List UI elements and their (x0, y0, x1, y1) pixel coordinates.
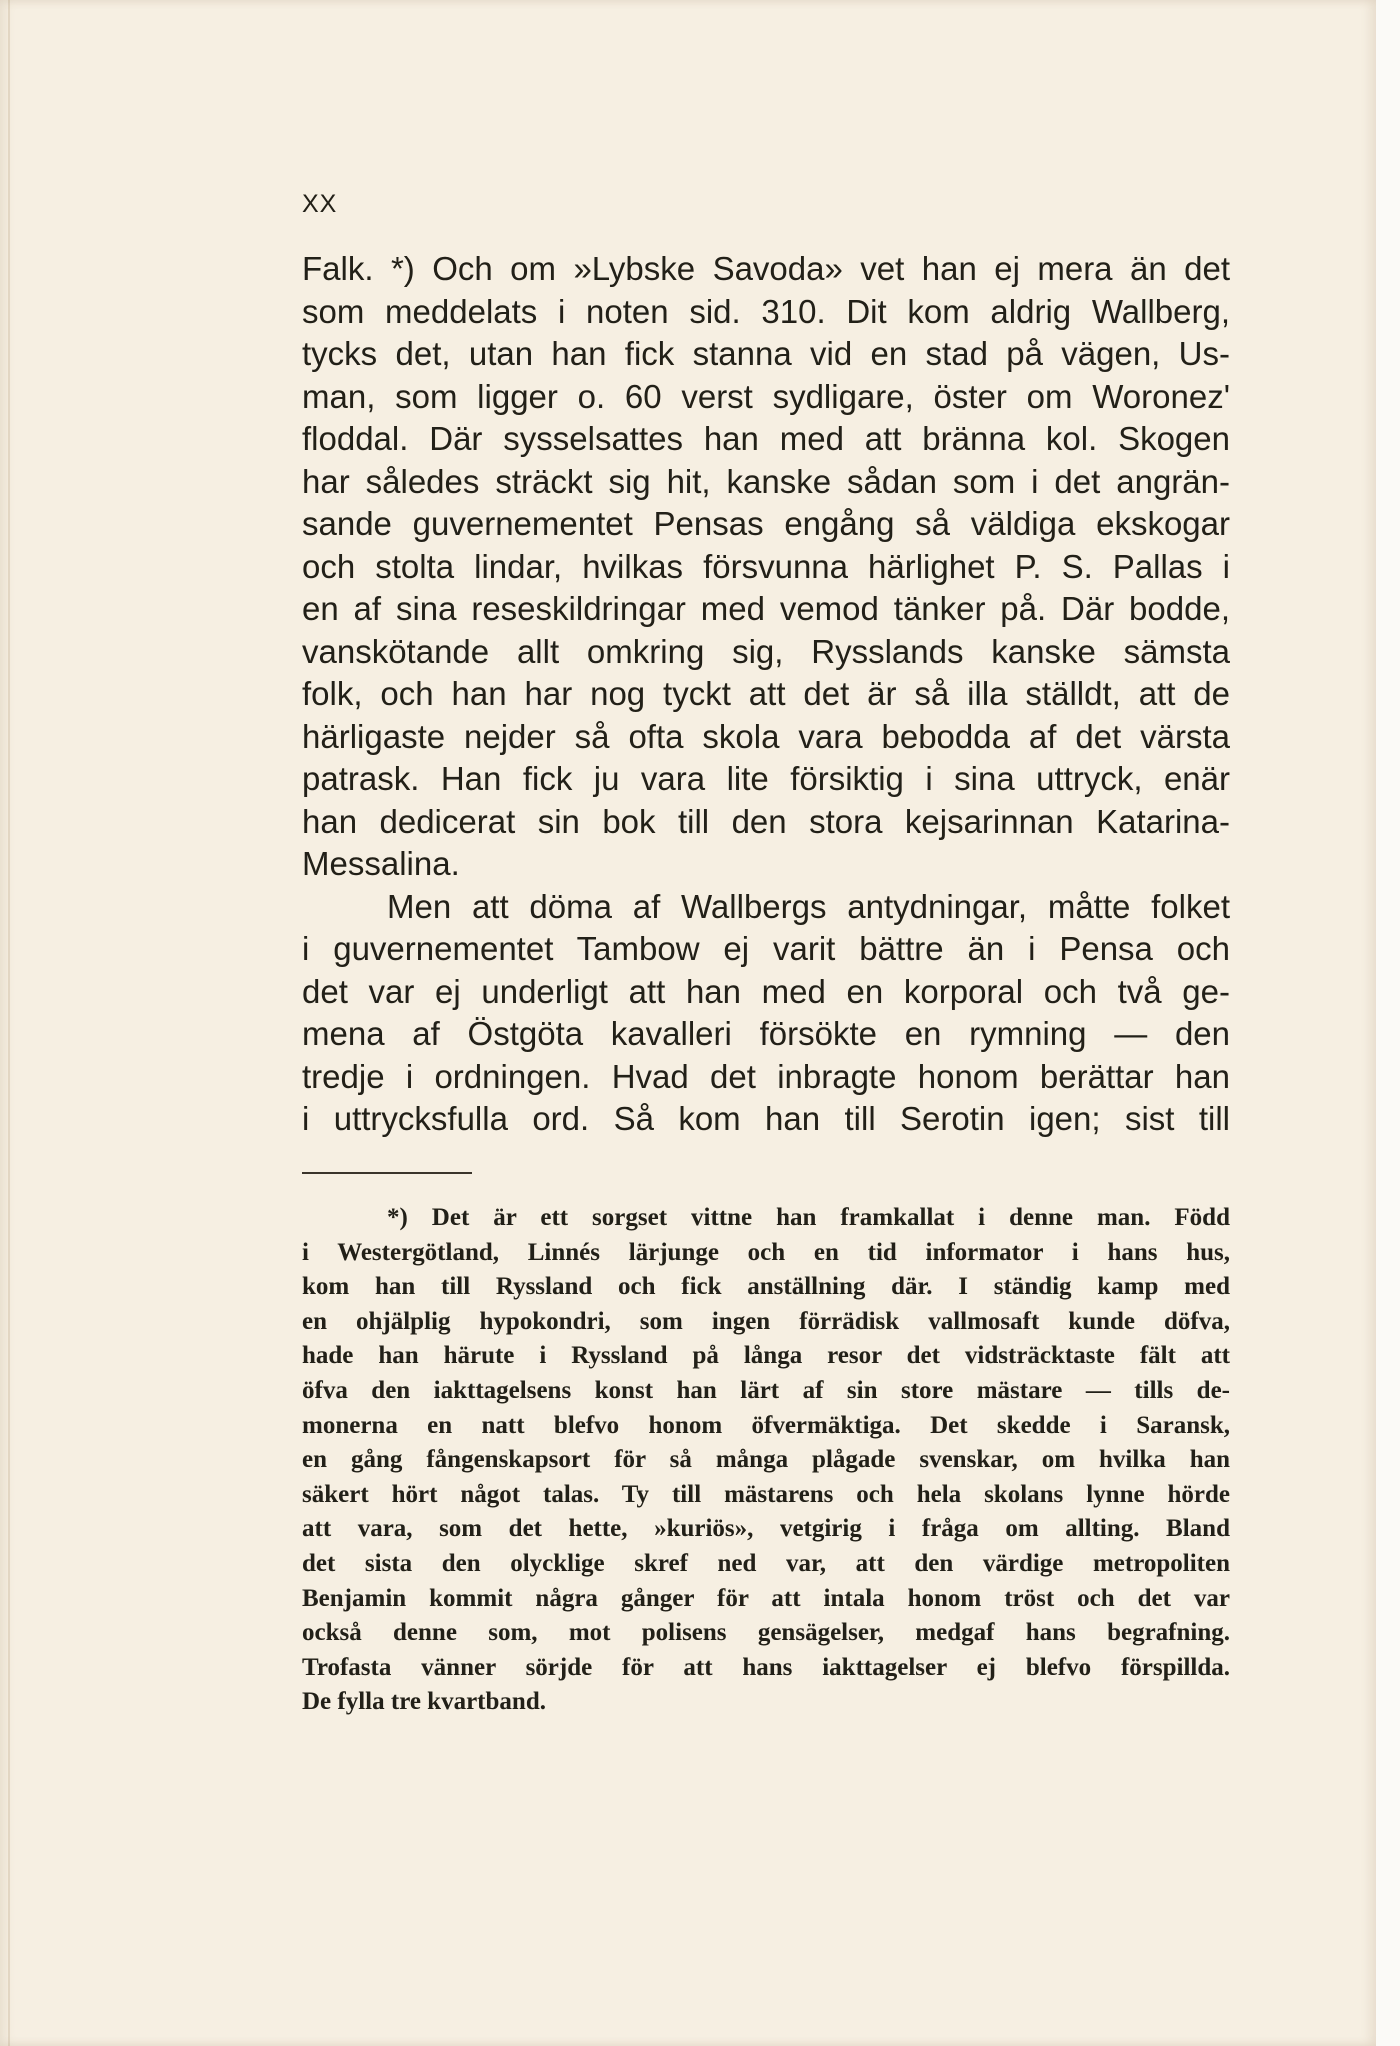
page-edge (1376, 0, 1400, 2046)
page-number: XX (302, 190, 338, 218)
text-line: Falk. *) Och om »Lybske Savoda» vet han ej mera än det (302, 250, 1230, 287)
text-line: Men att döma af Wallbergs antydningar, måtte folket (387, 887, 1230, 925)
text-line: vanskötande allt omkring sig, Rysslands kanske sämsta (302, 632, 1230, 670)
paragraph-2 (302, 886, 1230, 1141)
footnote-line: en ohjälplig hypokondri, som ingen förrädisk vallmosaft kunde döfva, (302, 1307, 1230, 1335)
footnote-line: också denne som, mot polisens gensägelser, medgaf hans begrafning. (302, 1619, 1230, 1647)
text-line: floddal. Där sysselsattes han med att bränna kol. Skogen (302, 420, 1230, 457)
body-text (302, 248, 1230, 1141)
footnote-line: monerna en natt blefvo honom öfvermäktiga. Det skedde i Saransk, (302, 1411, 1230, 1439)
paragraph-1 (302, 248, 1230, 886)
text-line: i uttrycksfulla ord. Så kom han till Serotin igen; sist till (302, 1100, 1230, 1137)
text-line: tredje i ordningen. Hvad det inbragte honom berättar han (302, 1057, 1230, 1095)
footnote-line: en gång fångenskapsort för så många plågade svenskar, om hvilka han (302, 1446, 1230, 1474)
text-line: han dedicerat sin bok till den stora kejsarinnan Katarina- (302, 802, 1230, 840)
text-line: mena af Östgöta kavalleri försökte en rymning — den (302, 1015, 1230, 1052)
footnote-line: säkert hört något talas. Ty till mästarens och hela skolans lynne hörde (302, 1480, 1230, 1508)
text-line: har således sträckt sig hit, kanske sådan som i det angrän- (302, 462, 1230, 500)
footnote (302, 1201, 1230, 1720)
footnote-line: kom han till Ryssland och fick anställning där. I ständig kamp med (302, 1273, 1230, 1301)
footnote-line: i Westergötland, Linnés lärjunge och en tid informator i hans hus, (302, 1238, 1230, 1266)
text-line: man, som ligger o. 60 verst sydligare, öster om Woronez' (302, 377, 1230, 415)
text-line: tycks det, utan han fick stanna vid en stad på vägen, Us- (302, 335, 1230, 372)
text-line: folk, och han har nog tyckt att det är så illa ställdt, att de (302, 675, 1230, 712)
footnote-line: *) Det är ett sorgset vittne han framkallat i denne man. Född (387, 1204, 1230, 1231)
text-line: och stolta lindar, hvilkas försvunna härlighet P. S. Pallas i (302, 547, 1230, 585)
footnote-line: Benjamin kommit några gånger för att intala honom tröst och det var (302, 1584, 1230, 1612)
page-binding-shadow (8, 0, 10, 2046)
text-line: härligaste nejder så ofta skola vara bebodda af det värsta (302, 717, 1230, 755)
text-line: i guvernementet Tambow ej varit bättre än i Pensa och (302, 930, 1230, 967)
text-line: sande guvernementet Pensas engång så väldiga ekskogar (302, 505, 1230, 542)
footnote-divider (302, 1172, 472, 1174)
footnote-line: De fylla tre kvartband. (302, 1688, 546, 1716)
footnote-line: det sista den olycklige skref ned var, att den värdige metropoliten (302, 1549, 1230, 1577)
text-line: patrask. Han fick ju vara lite försiktig i sina uttryck, enär (302, 760, 1230, 797)
footnote-line: hade han härute i Ryssland på långa resor det vidsträcktaste fält att (302, 1342, 1230, 1370)
text-line: en af sina reseskildringar med vemod tänker på. Där bodde, (302, 590, 1230, 627)
text-line: det var ej underligt att han med en korporal och två ge- (302, 972, 1230, 1010)
text-line: som meddelats i noten sid. 310. Dit kom aldrig Wallberg, (302, 292, 1230, 330)
footnote-line: Trofasta vänner sörjde för att hans iakttagelser ej blefvo förspillda. (302, 1653, 1230, 1681)
footnote-line: öfva den iakttagelsens konst han lärt af sin store mästare — tills de- (302, 1376, 1230, 1404)
footnote-line: att vara, som det hette, »kuriös», vetgirig i fråga om allting. Bland (302, 1515, 1230, 1543)
text-line: Messalina. (302, 845, 460, 882)
